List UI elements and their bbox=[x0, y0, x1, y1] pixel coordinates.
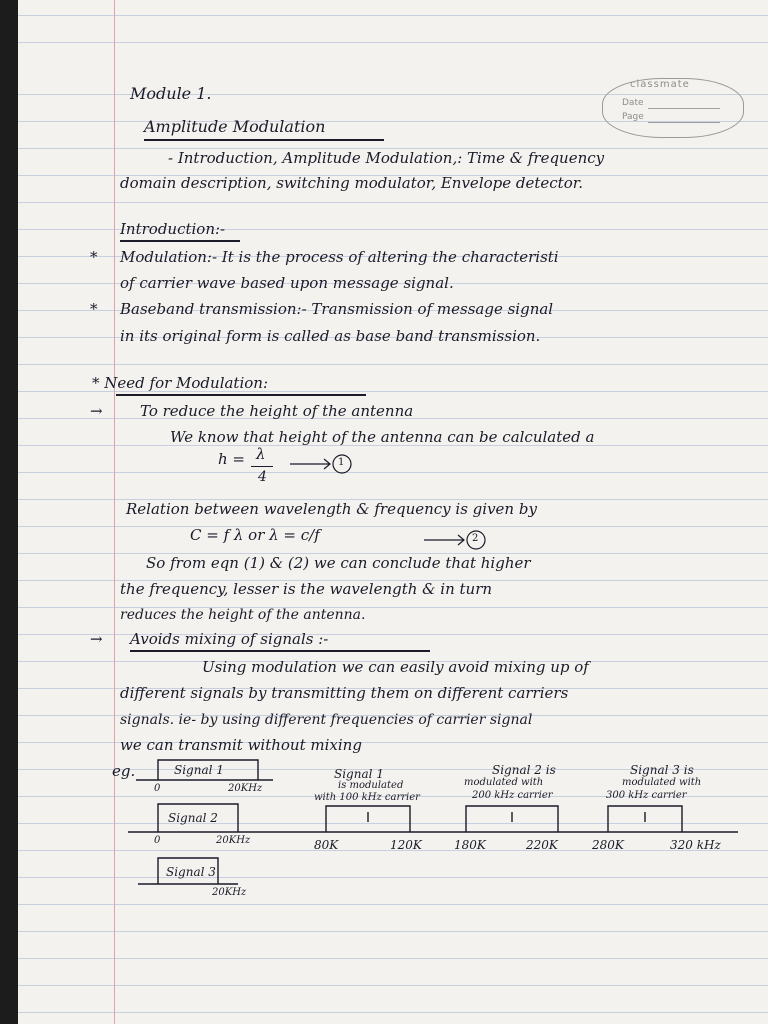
signal2-label: Signal 2 bbox=[168, 811, 218, 825]
stamp-date-label: Date bbox=[622, 98, 644, 108]
signal2-zero: 0 bbox=[154, 835, 161, 846]
note1-c: with 100 kHz carrier bbox=[314, 792, 420, 803]
freq-320k: 320 kHz bbox=[670, 838, 721, 852]
subject-title: Amplitude Modulation bbox=[144, 117, 326, 136]
signal1-bw: 20KHz bbox=[228, 783, 263, 794]
modulated-bands bbox=[326, 806, 682, 832]
stamp-brand: classmate bbox=[630, 79, 690, 90]
note1-b: is modulated bbox=[338, 780, 404, 791]
formula-h-numerator: λ bbox=[256, 445, 266, 463]
signal2-spectrum bbox=[128, 804, 738, 832]
conclusion-line-3: reduces the height of the antenna. bbox=[120, 607, 366, 623]
point2-line-3: signals. ie- by using different frequencies of carrier signal bbox=[120, 712, 533, 728]
eq-ref-circles bbox=[290, 455, 485, 549]
signal3-bw: 20KHz bbox=[212, 887, 247, 898]
freq-180k: 180K bbox=[454, 838, 486, 852]
note2-c: 200 kHz carrier bbox=[472, 790, 553, 801]
baseband-line-2: in its original form is called as base band transmission. bbox=[120, 327, 541, 345]
note1-a: Signal 1 bbox=[334, 767, 384, 781]
relation-line-1: Relation between wavelength & frequency is given by bbox=[126, 500, 537, 518]
conclusion-line-2: the frequency, lesser is the wavelength & in turn bbox=[120, 580, 493, 598]
conclusion-line-1: So from eqn (1) & (2) we can conclude that higher bbox=[146, 554, 531, 572]
point2-line-2: different signals by transmitting them on different carriers bbox=[120, 684, 569, 702]
note3-c: 300 kHz carrier bbox=[606, 790, 687, 801]
need-heading: * Need for Modulation: bbox=[92, 374, 269, 392]
freq-280k: 280K bbox=[592, 838, 624, 852]
relation-formula: C = f λ or λ = c/f bbox=[190, 526, 320, 544]
point1-title: To reduce the height of the antenna bbox=[140, 402, 414, 420]
example-label: eg. bbox=[112, 762, 136, 780]
freq-80k: 80K bbox=[314, 838, 339, 852]
point2-line-1: Using modulation we can easily avoid mixing up of bbox=[202, 658, 589, 676]
notebook-page bbox=[18, 0, 768, 1024]
signal2-bw: 20KHz bbox=[216, 835, 251, 846]
signal1-label: Signal 1 bbox=[174, 763, 224, 777]
modulation-line-2: of carrier wave based upon message signal. bbox=[120, 274, 454, 292]
eq-ref-1: 1 bbox=[338, 457, 345, 468]
formula-h-lhs: h = bbox=[218, 450, 245, 468]
module-title: Module 1. bbox=[130, 84, 212, 103]
modulation-line-1: Modulation:- It is the process of altering the characteristi bbox=[120, 248, 559, 266]
signal3-label: Signal 3 bbox=[166, 865, 216, 879]
baseband-bullet: * bbox=[90, 300, 98, 318]
note3-a: Signal 3 is bbox=[630, 763, 694, 777]
stamp-page-label: Page bbox=[622, 112, 644, 122]
point2-title: Avoids mixing of signals :- bbox=[130, 630, 329, 648]
topics-line-1: - Introduction, Amplitude Modulation,: Time & frequency bbox=[168, 149, 605, 167]
freq-120k: 120K bbox=[390, 838, 422, 852]
baseband-line-1: Baseband transmission:- Transmission of message signal bbox=[120, 300, 554, 318]
modulation-bullet: * bbox=[90, 248, 98, 266]
intro-heading: Introduction:- bbox=[120, 220, 226, 238]
note2-b: modulated with bbox=[464, 777, 544, 788]
point2-line-4: we can transmit without mixing bbox=[120, 736, 362, 754]
formula-h-denominator: 4 bbox=[258, 469, 267, 485]
note3-b: modulated with bbox=[622, 777, 702, 788]
point2-arrow: → bbox=[90, 630, 103, 648]
point1-arrow: → bbox=[90, 402, 103, 420]
note2-a: Signal 2 is bbox=[492, 763, 556, 777]
topics-line-2: domain description, switching modulator, Envelope detector. bbox=[120, 174, 584, 192]
eq-ref-2: 2 bbox=[472, 533, 479, 544]
point1-line-2: We know that height of the antenna can be calculated a bbox=[170, 428, 595, 446]
spectrum-diagram bbox=[18, 0, 768, 1024]
freq-220k: 220K bbox=[526, 838, 558, 852]
signal1-zero: 0 bbox=[154, 783, 161, 794]
